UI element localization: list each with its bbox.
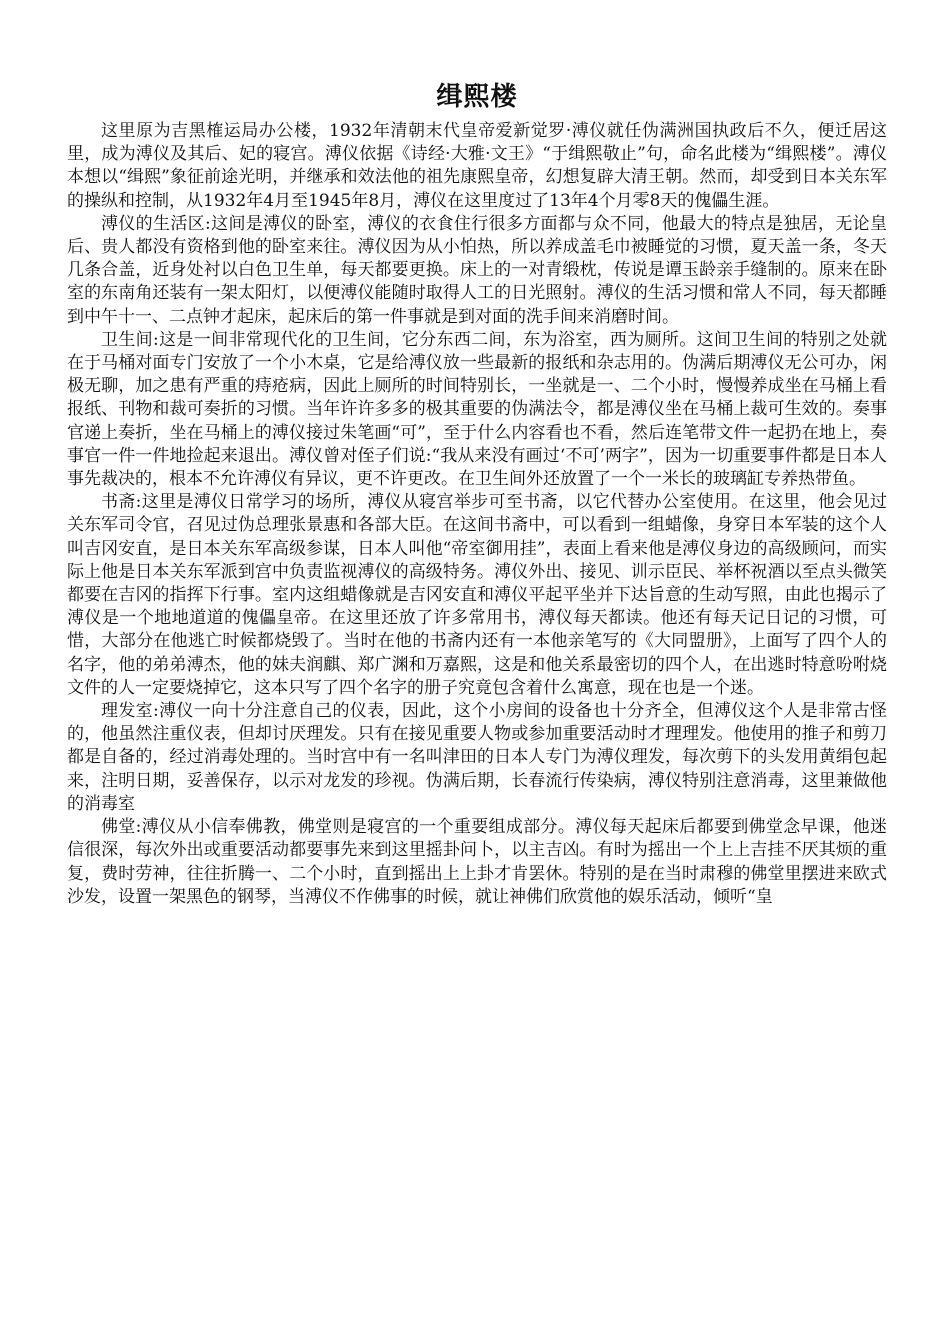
barber-room-paragraph: 理发室:溥仪一向十分注意自己的仪表，因此，这个小房间的设备也十分齐全，但溥仪这个人是非常古怪的，他虽然注重仪表，但却讨厌理发。只有在接见重要人物或参加重要活动时才理理发。他使用的推子和剪刀都是自备的，经过消毒处理的。当时宫中有一名叫津田的日本人专门为溥仪理发，每次剪下的头发用黄绢包起来，注明日期，妥善保存，以示对龙发的珍视。伪满后期，长春流行传染病，溥仪特别注意消毒，这里兼做他的消毒室 xyxy=(67,701,887,814)
document-page xyxy=(67,80,887,909)
buddhist-hall-paragraph: 佛堂:溥仪从小信奉佛教，佛堂则是寝宫的一个重要组成部分。溥仪每天起床后都要到佛堂念早课，他迷信很深，每次外出或重要活动都要事先来到这里摇卦问卜，以主吉凶。有时为摇出一个上上吉挂不厌其烦的重复，费时劳神，往往折腾一、二个小时，直到摇出上上卦才肯罢休。特别的是在当时肃穆的佛堂里摆进来欧式沙发，设置一架黑色的钢琴，当溥仪不作佛事的时候，就让神佛们欣赏他的娱乐活动，倾听“皇 xyxy=(67,817,887,907)
intro-paragraph: 这里原为吉黑榷运局办公楼，1932年清朝末代皇帝爱新觉罗·溥仪就任伪满洲国执政后不久，便迁居这里，成为溥仪及其后、妃的寝宫。溥仪依据《诗经·大雅·文王》“于缉熙敬止”句，命名此楼为“缉熙楼”。溥仪本想以“缉熙”象征前途光明，并继承和效法他的祖先康熙皇帝，幻想复辟大清王朝。然而，却受到日本关东军的操纵和控制，从1932年4月至1945年8月，溥仪在这里度过了13年4个月零8天的傀儡生涯。 xyxy=(67,121,887,211)
bathroom-paragraph: 卫生间:这是一间非常现代化的卫生间，它分东西二间，东为浴室，西为厕所。这间卫生间的特别之处就在于马桶对面专门安放了一个小木桌，它是给溥仪放一些最新的报纸和杂志用的。伪满后期溥仪无公可办，闲极无聊，加之患有严重的痔疮病，因此上厕所的时间特别长，一坐就是一、二个小时，慢慢养成坐在马桶上看报纸、刊物和裁可奏折的习惯。当年许许多多的极其重要的伪满法令，都是溥仪坐在马桶上裁可生效的。奏事官递上奏折，坐在马桶上的溥仪接过朱笔画“可”，至于什么内容看也不看，然后连笔带文件一起扔在地上，奏事官一件一件地捡起来退出。溥仪曾对侄子们说:“我从来没有画过‘不可’两字”，因为一切重要事件都是日本人事先裁决的，根本不允许溥仪有异议，更不许更改。在卫生间外还放置了一个一米长的玻璃缸专养热带鱼。 xyxy=(67,329,887,490)
document-title: 缉熙楼 xyxy=(436,82,518,112)
study-paragraph: 书斋:这里是溥仪日常学习的场所，溥仪从寝宫举步可至书斋，以它代替办公室使用。在这里，他会见过关东军司令官，召见过伪总理张景惠和各部大臣。在这间书斋中，可以看到一组蜡像，身穿日本军装的这个人叫吉冈安直，是日本关东军高级参谋，日本人叫他“帝室御用挂”，表面上看来他是溥仪身边的高级顾问，而实际上他是日本关东军派到宫中负责监视溥仪的高级特务。溥仪外出、接见、训示臣民、举杯祝酒以至点头微笑都要在吉冈的指挥下行事。室内这组蜡像就是吉冈安直和溥仪平起平坐并下达旨意的生动写照，由此也揭示了溥仪是一个地地道道的傀儡皇帝。在这里还放了许多常用书，溥仪每天都读。他还有每天记日记的习惯，可惜，大部分在他逃亡时候都烧毁了。当时在他的书斋内还有一本他亲笔写的《大同盟册》，上面写了四个人的名字，他的弟弟溥杰，他的妹夫润麒、郑广渊和万嘉熙，这是和他关系最密切的四个人，在出逃时特意吩咐烧文件的人一定要烧掉它，这本只写了四个名字的册子究竟包含着什么寓意，现在也是一个迷。 xyxy=(67,492,887,698)
living-area-paragraph: 溥仪的生活区:这间是溥仪的卧室，溥仪的衣食住行很多方面都与众不同，他最大的特点是独居，无论皇后、贵人都没有资格到他的卧室来往。溥仪因为从小怕热，所以养成盖毛巾被睡觉的习惯，夏天盖一条，冬天几条合盖，近身处衬以白色卫生单，每天都要更换。床上的一对青缎枕，传说是谭玉龄亲手缝制的。原来在卧室的东南角还装有一架太阳灯，以便溥仪能随时取得人工的日光照射。溥仪的生活习惯和常人不同，每天都睡到中午十一、二点钟才起床，起床后的第一件事就是到对面的洗手间来消磨时间。 xyxy=(67,213,887,327)
